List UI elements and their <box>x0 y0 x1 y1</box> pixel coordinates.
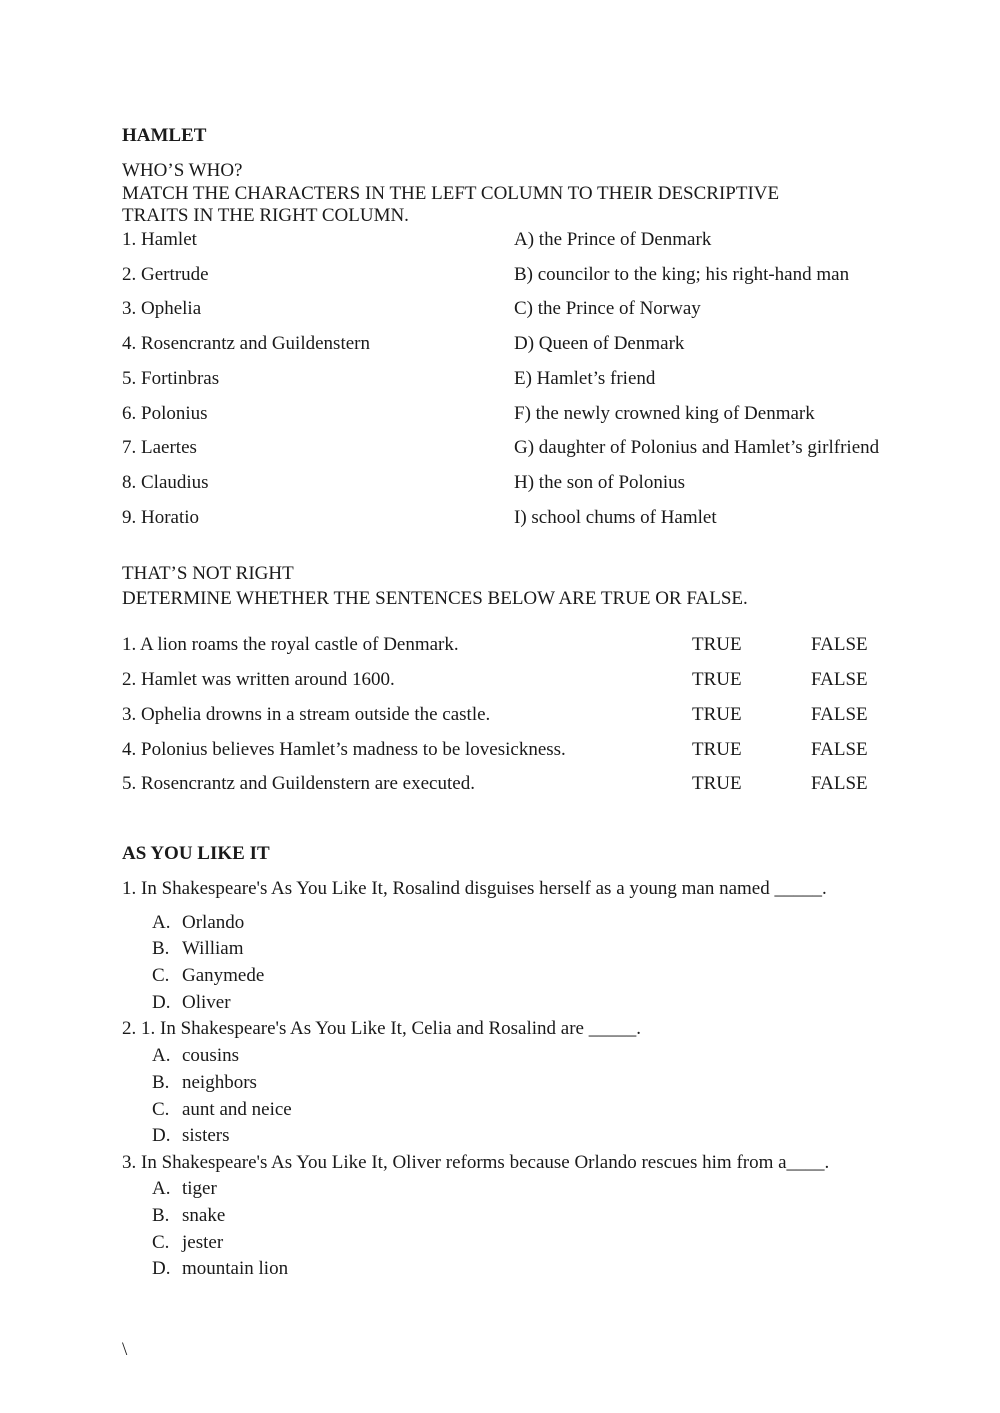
mc-option[interactable] <box>152 1259 288 1278</box>
mc-option[interactable] <box>152 1233 223 1252</box>
tf-true-option[interactable]: TRUE <box>692 669 742 690</box>
mc-option-letter: D. <box>152 992 171 1013</box>
mc-option[interactable] <box>152 913 244 932</box>
mc-option-text: cousins <box>182 1045 239 1066</box>
trait-item: E) Hamlet’s friend <box>514 368 656 389</box>
whos-who-heading: WHO’S WHO? <box>122 160 243 181</box>
mc-question: 3. In Shakespeare's As You Like It, Oliver reforms because Orlando rescues him from a____. <box>122 1152 830 1173</box>
trait-item: I) school chums of Hamlet <box>514 507 717 528</box>
as-you-like-it-title: AS YOU LIKE IT <box>122 843 270 864</box>
mc-option-letter: A. <box>152 1045 171 1066</box>
mc-option-letter: A. <box>152 912 171 933</box>
mc-option-text: jester <box>182 1232 224 1253</box>
mc-option-text: Orlando <box>182 912 245 933</box>
mc-option[interactable] <box>152 966 264 985</box>
tf-false-option[interactable]: FALSE <box>811 773 868 794</box>
tf-false-option[interactable]: FALSE <box>811 634 868 655</box>
mc-option-text: neighbors <box>182 1072 257 1093</box>
tf-statement: 2. Hamlet was written around 1600. <box>122 669 395 690</box>
mc-question: 2. 1. In Shakespeare's As You Like It, Celia and Rosalind are _____. <box>122 1018 641 1039</box>
footer-mark: \ <box>122 1339 128 1360</box>
tf-statement: 4. Polonius believes Hamlet’s madness to be lovesickness. <box>122 739 566 760</box>
tf-statement: 3. Ophelia drowns in a stream outside the castle. <box>122 704 491 725</box>
trait-item: D) Queen of Denmark <box>514 333 685 354</box>
character-item: 2. Gertrude <box>122 264 209 285</box>
mc-option[interactable] <box>152 1073 257 1092</box>
trait-item: B) councilor to the king; his right-hand man <box>514 264 850 285</box>
mc-option[interactable] <box>152 1126 230 1145</box>
character-item: 3. Ophelia <box>122 298 202 319</box>
hamlet-title: HAMLET <box>122 125 207 146</box>
character-item: 8. Claudius <box>122 472 209 493</box>
mc-option-text: mountain lion <box>182 1258 289 1279</box>
mc-option-text: snake <box>182 1205 226 1226</box>
mc-option-letter: D. <box>152 1258 171 1279</box>
mc-option[interactable] <box>152 993 231 1012</box>
mc-option-letter: D. <box>152 1125 171 1146</box>
mc-option-letter: C. <box>152 1099 170 1120</box>
mc-option-text: Ganymede <box>182 965 265 986</box>
trait-item: A) the Prince of Denmark <box>514 229 712 250</box>
character-item: 6. Polonius <box>122 403 208 424</box>
mc-option-letter: A. <box>152 1178 171 1199</box>
mc-option-letter: B. <box>152 1205 170 1226</box>
mc-option[interactable] <box>152 1100 292 1119</box>
mc-option-text: tiger <box>182 1178 217 1199</box>
mc-question: 1. In Shakespeare's As You Like It, Rosalind disguises herself as a young man named _____. <box>122 878 827 899</box>
whos-who-instruction-line1: MATCH THE CHARACTERS IN THE LEFT COLUMN TO THEIR DESCRIPTIVE <box>122 183 780 204</box>
mc-option-letter: C. <box>152 965 170 986</box>
mc-option[interactable] <box>152 1179 217 1198</box>
character-item: 7. Laertes <box>122 437 197 458</box>
mc-option-text: William <box>182 938 244 959</box>
whos-who-instruction-line2: TRAITS IN THE RIGHT COLUMN. <box>122 205 409 226</box>
mc-option-text: aunt and neice <box>182 1099 292 1120</box>
true-false-instruction: DETERMINE WHETHER THE SENTENCES BELOW ARE TRUE OR FALSE. <box>122 588 748 609</box>
mc-option[interactable] <box>152 939 244 958</box>
tf-statement: 5. Rosencrantz and Guildenstern are executed. <box>122 773 475 794</box>
mc-option-letter: C. <box>152 1232 170 1253</box>
tf-false-option[interactable]: FALSE <box>811 739 868 760</box>
trait-item: G) daughter of Polonius and Hamlet’s girlfriend <box>514 437 880 458</box>
character-item: 5. Fortinbras <box>122 368 220 389</box>
tf-true-option[interactable]: TRUE <box>692 704 742 725</box>
trait-item: C) the Prince of Norway <box>514 298 701 319</box>
mc-option[interactable] <box>152 1046 239 1065</box>
true-false-heading: THAT’S NOT RIGHT <box>122 563 294 584</box>
trait-item: H) the son of Polonius <box>514 472 685 493</box>
trait-item: F) the newly crowned king of Denmark <box>514 403 815 424</box>
character-item: 9. Horatio <box>122 507 200 528</box>
tf-false-option[interactable]: FALSE <box>811 704 868 725</box>
mc-option-letter: B. <box>152 938 170 959</box>
character-item: 1. Hamlet <box>122 229 197 250</box>
mc-option-letter: B. <box>152 1072 170 1093</box>
tf-true-option[interactable]: TRUE <box>692 634 742 655</box>
tf-statement: 1. A lion roams the royal castle of Denmark. <box>122 634 459 655</box>
tf-true-option[interactable]: TRUE <box>692 739 742 760</box>
mc-option-text: Oliver <box>182 992 231 1013</box>
mc-option-text: sisters <box>182 1125 230 1146</box>
character-item: 4. Rosencrantz and Guildenstern <box>122 333 370 354</box>
tf-true-option[interactable]: TRUE <box>692 773 742 794</box>
tf-false-option[interactable]: FALSE <box>811 669 868 690</box>
mc-option[interactable] <box>152 1206 225 1225</box>
